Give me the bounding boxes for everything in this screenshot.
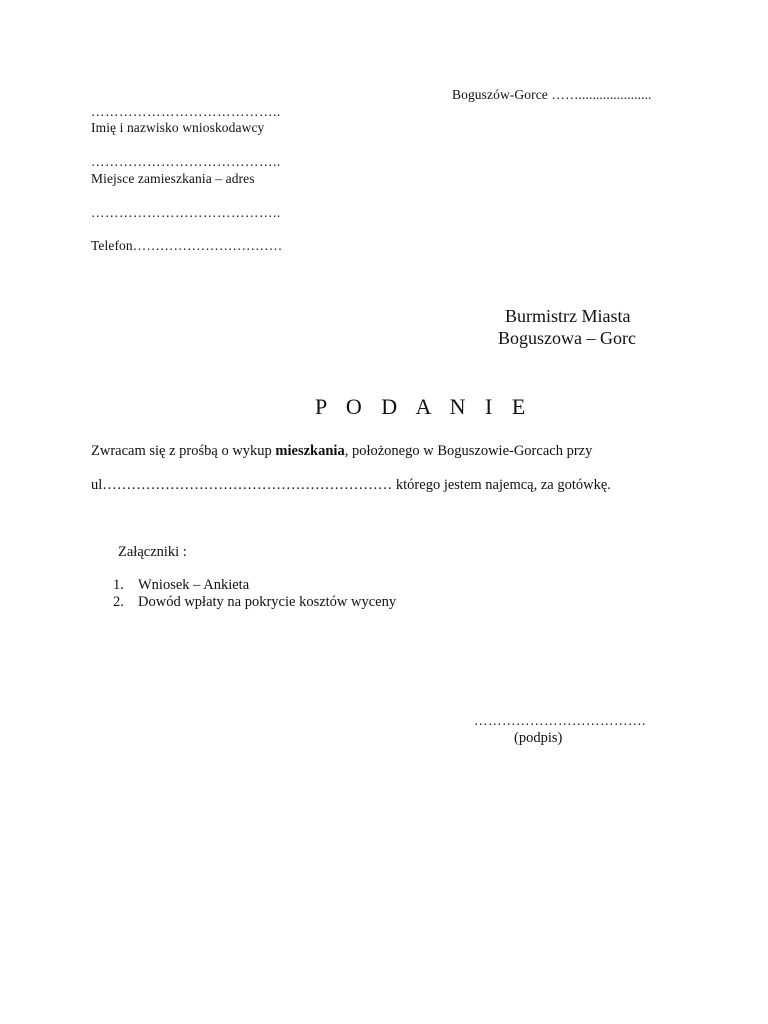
phone-field: Telefon…………………………… [91,238,283,253]
attachment-text: Dowód wpłaty na pokrycie kosztów wyceny [138,594,397,610]
attachment-item [113,577,396,594]
attachment-item [113,594,396,611]
name-label: Imię i nazwisko wnioskodawcy [91,120,265,135]
recipient-line-2: Boguszowa – Gorc [498,328,636,348]
attachment-text: Wniosek – Ankieta [138,577,250,593]
signature-dots: ………………………………. [474,713,646,728]
document-title: P O D A N I E [315,394,533,419]
signature-label: (podpis) [514,730,563,746]
attachment-number: 1. [113,577,124,593]
body-line-1 [91,443,592,460]
address-dots-2: ………………………………….. [91,205,281,220]
body-line-1-end: , położonego w Boguszowie-Gorcach przy [344,443,593,459]
attachments-list [113,577,396,611]
address-dots: ………………………………….. [91,154,281,169]
attachments-heading: Załączniki : [118,544,187,560]
body-line-2: ul…………………………………………………… którego jestem najemcą, za gotówkę. [91,477,611,493]
body-line-1-start: Zwracam się z prośbą o wykup [91,443,276,459]
name-dots: ………………………………….. [91,104,281,119]
body-line-1-bold: mieszkania [275,443,345,459]
attachment-number: 2. [113,594,124,610]
recipient-line-1: Burmistrz Miasta [505,306,631,326]
place-date: Boguszów-Gorce ……..................... [452,87,652,102]
address-label: Miejsce zamieszkania – adres [91,171,255,186]
